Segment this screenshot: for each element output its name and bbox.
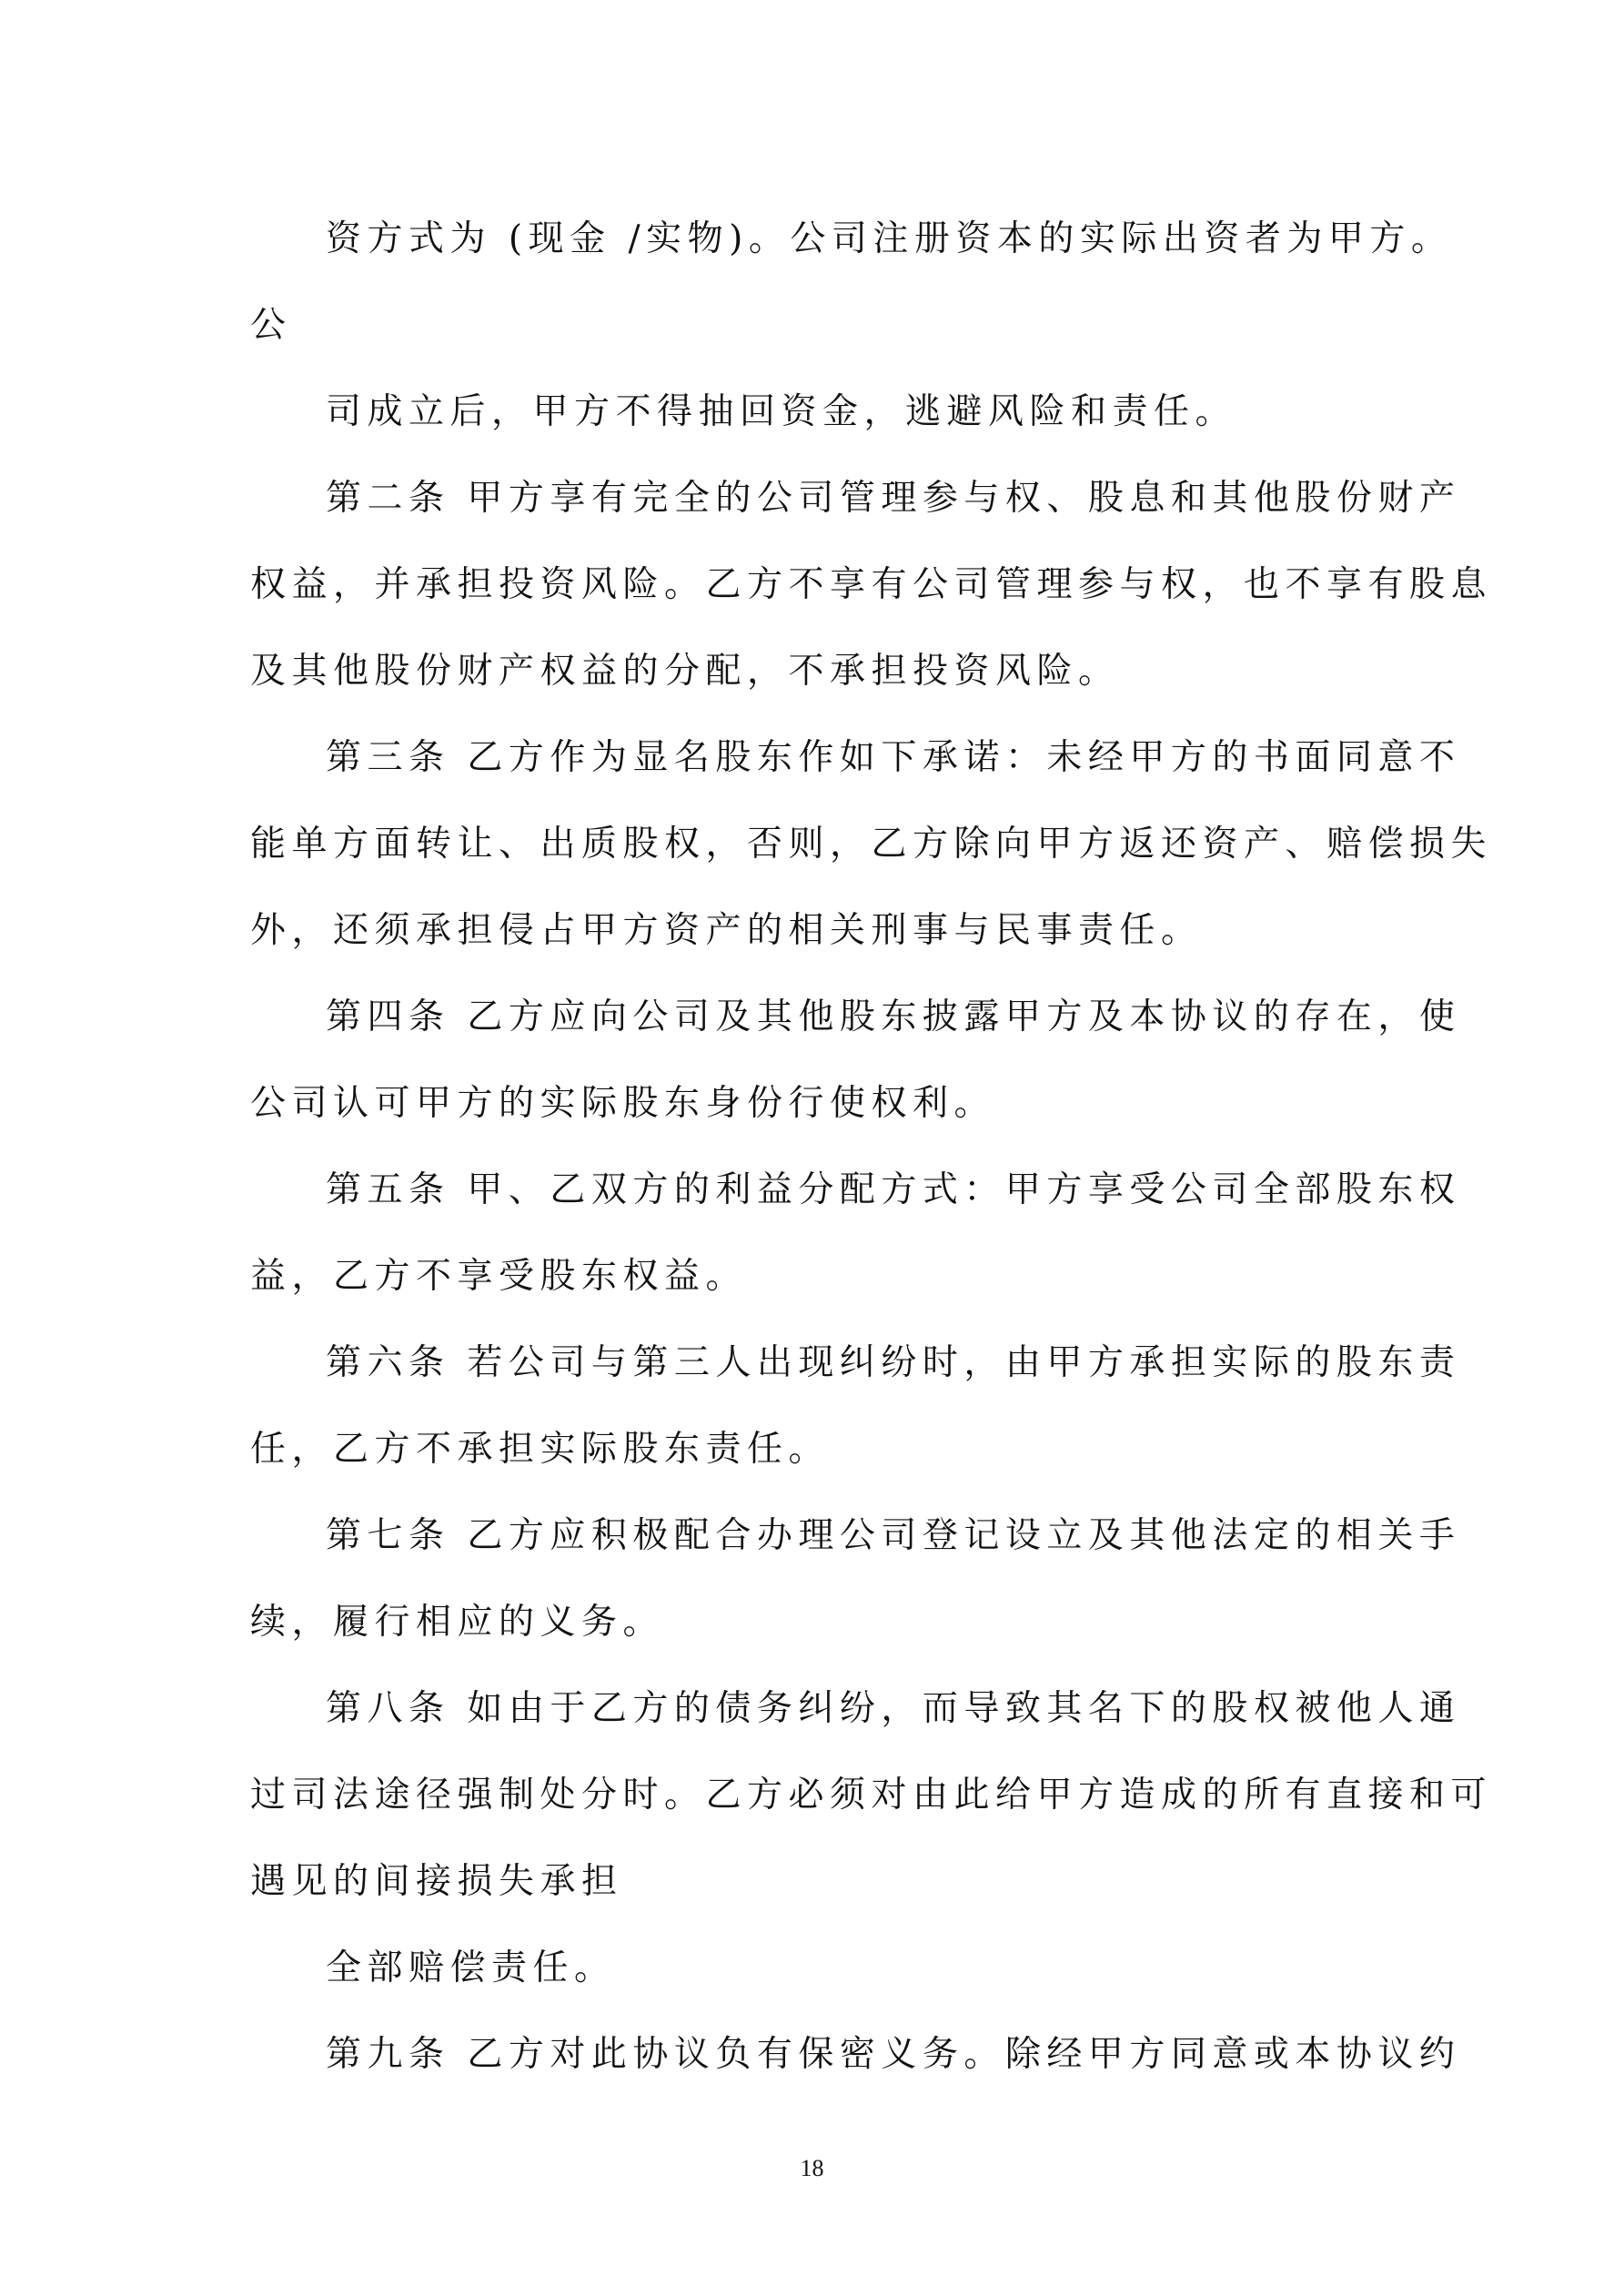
text-line: 及其他股份财产权益的分配，不承担投资风险。: [250, 651, 1120, 692]
text-line: 第三条 乙方作为显名股东作如下承诺：未经甲方的书面同意不: [326, 737, 1461, 778]
text-line: 遇见的间接损失承担: [250, 1861, 623, 1902]
text-line: 能单方面转让、出质股权，否则，乙方除向甲方返还资产、赔偿损失: [250, 824, 1493, 865]
text-line: 第二条 甲方享有完全的公司管理参与权、股息和其他股份财产: [326, 478, 1461, 519]
text-line: 第八条 如由于乙方的债务纠纷，而导致其名下的股权被他人通: [326, 1688, 1461, 1729]
text-line: 资方式为 (现金 /实物)。公司注册资本的实际出资者为甲方。: [326, 218, 1453, 259]
text-line: 第五条 甲、乙双方的利益分配方式：甲方享受公司全部股东权: [326, 1169, 1461, 1210]
text-line: 第九条 乙方对此协议负有保密义务。除经甲方同意或本协议约: [326, 2034, 1461, 2075]
text-line: 公: [250, 305, 292, 346]
text-line: 司成立后，甲方不得抽回资金，逃避风险和责任。: [326, 391, 1237, 432]
text-line: 第四条 乙方应向公司及其他股东披露甲方及本协议的存在，使: [326, 996, 1461, 1037]
text-line: 全部赔偿责任。: [326, 1947, 616, 1988]
text-line: 任，乙方不承担实际股东责任。: [250, 1429, 831, 1470]
text-line: 过司法途径强制处分时。乙方必须对由此给甲方造成的所有直接和可: [250, 1775, 1493, 1816]
text-line: 权益，并承担投资风险。乙方不享有公司管理参与权，也不享有股息: [250, 564, 1493, 605]
text-line: 第六条 若公司与第三人出现纠纷时，由甲方承担实际的股东责: [326, 1342, 1461, 1383]
text-line: 第七条 乙方应积极配合办理公司登记设立及其他法定的相关手: [326, 1515, 1461, 1556]
text-line: 续，履行相应的义务。: [250, 1602, 665, 1643]
text-line: 公司认可甲方的实际股东身份行使权利。: [250, 1083, 996, 1124]
page-number: 18: [800, 2155, 824, 2181]
text-line: 益，乙方不享受股东权益。: [250, 1256, 748, 1297]
text-line: 外，还须承担侵占甲方资产的相关刑事与民事责任。: [250, 910, 1203, 951]
